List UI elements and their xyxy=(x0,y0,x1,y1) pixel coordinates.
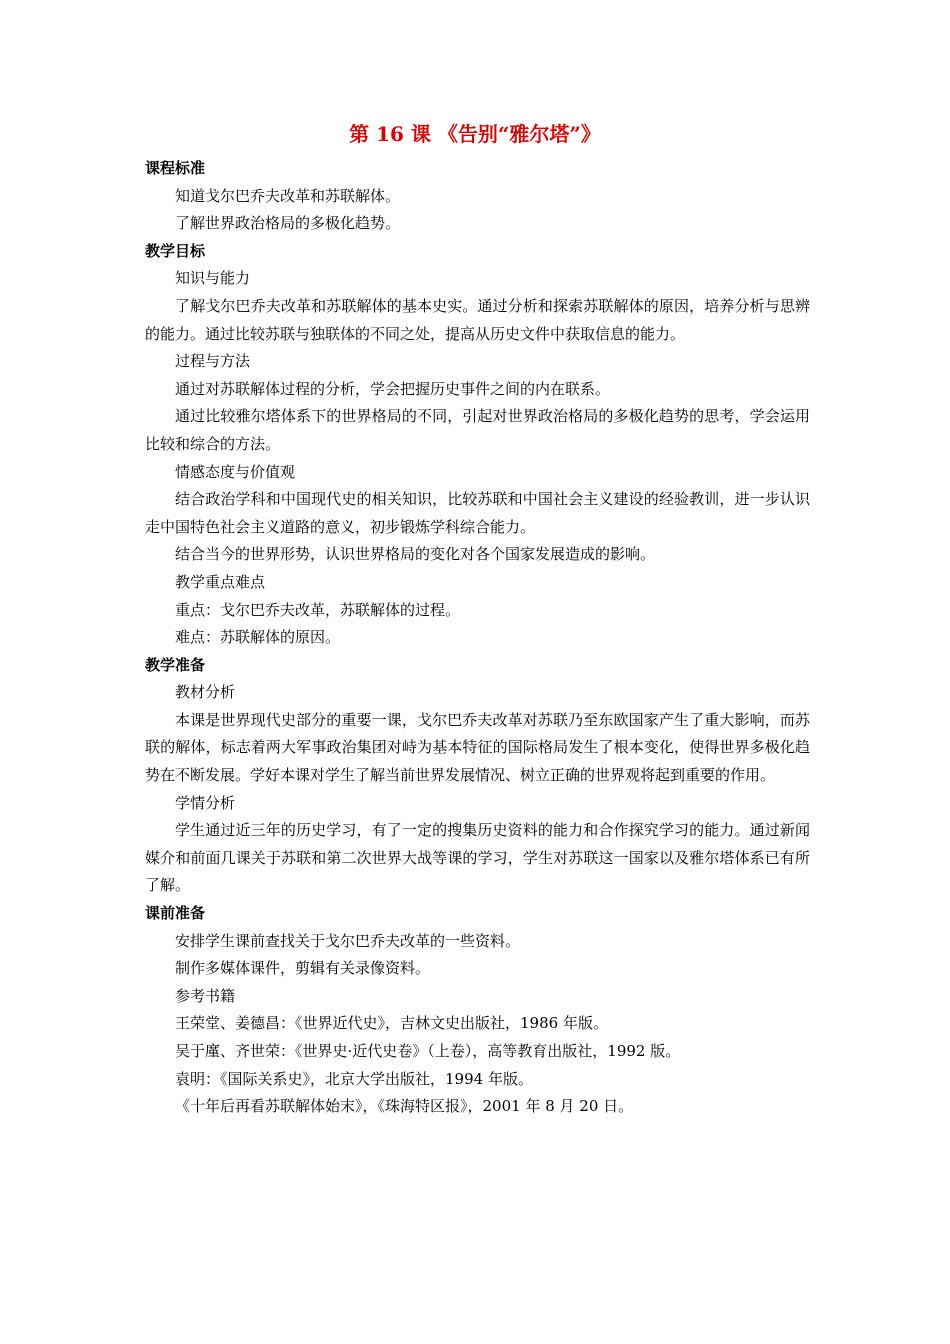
paragraph: 结合政治学科和中国现代史的相关知识，比较苏联和中国社会主义建设的经验教训，进一步认识走中国特色社会主义道路的意义，初步锻炼学科综合能力。 xyxy=(145,490,810,536)
paragraph: 通过对苏联解体过程的分析，学会把握历史事件之间的内在联系。 xyxy=(175,379,611,398)
subheading: 参考书籍 xyxy=(175,986,236,1005)
paragraph: 本课是世界现代史部分的重要一课，戈尔巴乔夫改革对苏联乃至东欧国家产生了重大影响，而苏联的解体，标志着两大军事政治集团对峙为基本特征的国际格局发生了根本变化，使得世界多极化趋势在不断发展。学好本课对学生了解当前世界发展情况、树立正确的世界观将起到重要的作用。 xyxy=(145,710,810,785)
paragraph: 知道戈尔巴乔夫改革和苏联解体。 xyxy=(175,186,401,205)
reference-item: 《十年后再看苏联解体始末》，《珠海特区报》，2001 年 8 月 20 日。 xyxy=(175,1097,634,1116)
paragraph: 安排学生课前查找关于戈尔巴乔夫改革的一些资料。 xyxy=(175,931,521,950)
paragraph: 通过比较雅尔塔体系下的世界格局的不同，引起对世界政治格局的多极化趋势的思考，学会运用比较和综合的方法。 xyxy=(145,407,810,453)
section-curriculum-standard xyxy=(145,155,810,238)
paragraph: 结合当今的世界形势，认识世界格局的变化对各个国家发展造成的影响。 xyxy=(175,545,656,564)
paragraph: 学生通过近三年的历史学习，有了一定的搜集历史资料的能力和合作探究学习的能力。通过新闻媒介和前面几课关于苏联和第二次世界大战等课的学习，学生对苏联这一国家以及雅尔塔体系已有所了解。 xyxy=(145,821,810,895)
reference-item: 王荣堂、姜德昌：《世界近代史》，吉林文史出版社，1986 年版。 xyxy=(175,1014,608,1033)
document-body xyxy=(145,155,810,1121)
reference-item: 吴于廑、齐世荣：《世界史·近代史卷》（上卷），高等教育出版社，1992 版。 xyxy=(175,1042,681,1060)
section-teaching-preparation xyxy=(145,652,810,900)
subheading: 学情分析 xyxy=(175,793,236,812)
subheading: 情感态度与价值观 xyxy=(175,462,296,481)
section-heading: 课前准备 xyxy=(145,904,206,923)
paragraph: 重点：戈尔巴乔夫改革，苏联解体的过程。 xyxy=(175,600,461,619)
subheading: 教材分析 xyxy=(175,683,236,702)
subheading: 过程与方法 xyxy=(175,352,251,371)
section-pre-class-preparation xyxy=(145,900,810,1121)
section-heading: 课程标准 xyxy=(145,159,206,177)
subheading: 教学重点难点 xyxy=(175,572,266,591)
paragraph: 了解世界政治格局的多极化趋势。 xyxy=(175,214,401,233)
paragraph: 了解戈尔巴乔夫改革和苏联解体的基本史实。通过分析和探索苏联解体的原因，培养分析与思辨的能力。通过比较苏联与独联体的不同之处，提高从历史文件中获取信息的能力。 xyxy=(145,296,810,343)
section-heading: 教学目标 xyxy=(145,241,206,260)
reference-item: 袁明：《国际关系史》，北京大学出版社，1994 年版。 xyxy=(175,1069,533,1088)
section-heading: 教学准备 xyxy=(145,655,206,674)
section-teaching-goals xyxy=(145,238,810,652)
paragraph: 制作多媒体课件，剪辑有关录像资料。 xyxy=(175,959,431,978)
subheading: 知识与能力 xyxy=(175,269,251,288)
lesson-title: 第 16 课 《告别“雅尔塔”》 xyxy=(349,122,601,146)
paragraph: 难点：苏联解体的原因。 xyxy=(175,628,341,647)
